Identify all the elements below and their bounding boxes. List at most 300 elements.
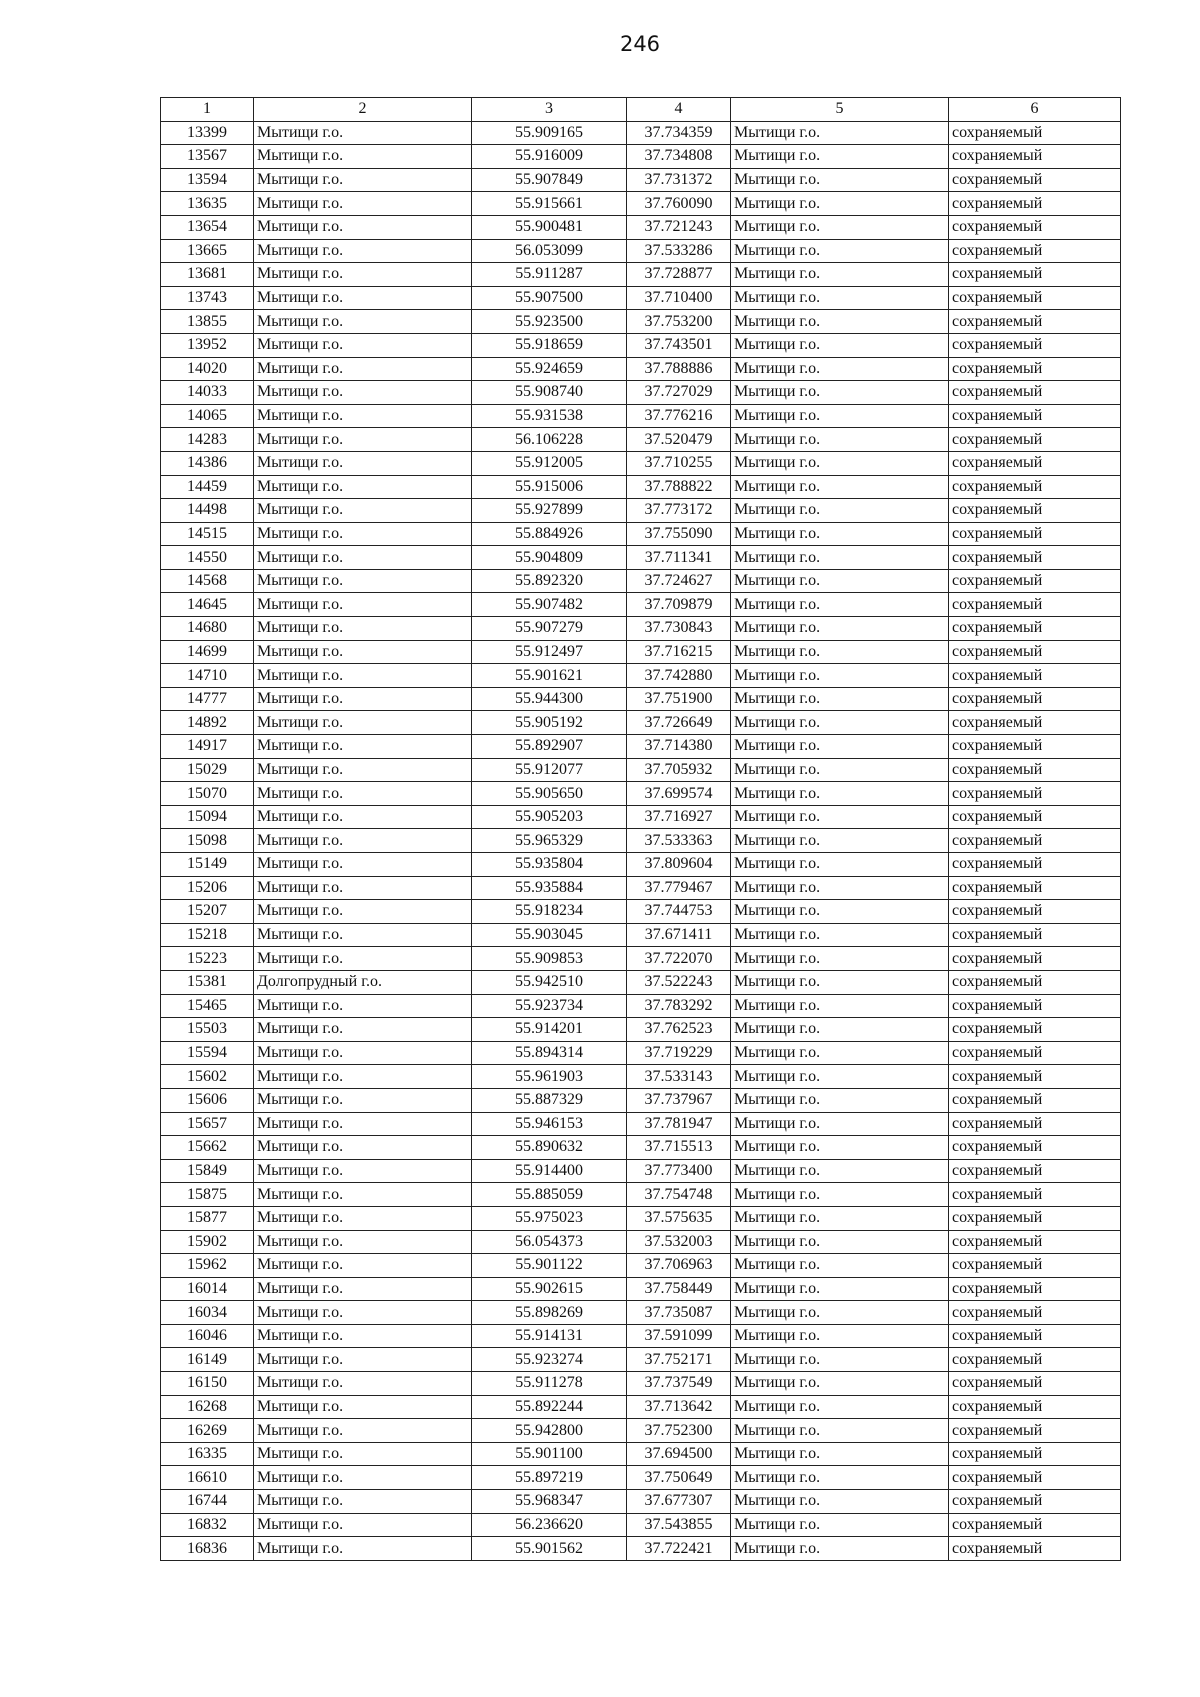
status-cell: сохраняемый: [949, 1395, 1121, 1419]
table-row: [161, 263, 1121, 287]
municipality-cell: Мытищи г.о.: [731, 923, 949, 947]
municipality-cell: Мытищи г.о.: [731, 1419, 949, 1443]
latitude-cell: 55.892244: [472, 1395, 627, 1419]
latitude-cell: 55.968347: [472, 1490, 627, 1514]
status-cell: сохраняемый: [949, 687, 1121, 711]
municipality-cell: Мытищи г.о.: [731, 1041, 949, 1065]
row-id-cell: 14459: [161, 475, 254, 499]
status-cell: сохраняемый: [949, 215, 1121, 239]
longitude-cell: 37.705932: [627, 758, 731, 782]
municipality-cell: Мытищи г.о.: [731, 617, 949, 641]
municipality-cell: Мытищи г.о.: [731, 499, 949, 523]
district-cell: Мытищи г.о.: [254, 947, 472, 971]
status-cell: сохраняемый: [949, 286, 1121, 310]
longitude-cell: 37.734359: [627, 121, 731, 145]
table-row: [161, 310, 1121, 334]
table-row: [161, 805, 1121, 829]
latitude-cell: 55.923500: [472, 310, 627, 334]
latitude-cell: 55.907279: [472, 617, 627, 641]
table-row: [161, 475, 1121, 499]
status-cell: сохраняемый: [949, 1324, 1121, 1348]
latitude-cell: 55.944300: [472, 687, 627, 711]
longitude-cell: 37.706963: [627, 1254, 731, 1278]
row-id-cell: 16269: [161, 1419, 254, 1443]
latitude-cell: 55.901122: [472, 1254, 627, 1278]
longitude-cell: 37.758449: [627, 1277, 731, 1301]
row-id-cell: 15223: [161, 947, 254, 971]
municipality-cell: Мытищи г.о.: [731, 687, 949, 711]
table-row: [161, 404, 1121, 428]
municipality-cell: Мытищи г.о.: [731, 711, 949, 735]
latitude-cell: 55.901100: [472, 1442, 627, 1466]
district-cell: Мытищи г.о.: [254, 829, 472, 853]
longitude-cell: 37.783292: [627, 994, 731, 1018]
latitude-cell: 55.975023: [472, 1206, 627, 1230]
row-id-cell: 14065: [161, 404, 254, 428]
district-cell: Мытищи г.о.: [254, 1159, 472, 1183]
latitude-cell: 55.961903: [472, 1065, 627, 1089]
row-id-cell: 14699: [161, 640, 254, 664]
status-cell: сохраняемый: [949, 829, 1121, 853]
status-cell: сохраняемый: [949, 451, 1121, 475]
latitude-cell: 55.914131: [472, 1324, 627, 1348]
municipality-cell: Мытищи г.о.: [731, 829, 949, 853]
status-cell: сохраняемый: [949, 1159, 1121, 1183]
district-cell: Мытищи г.о.: [254, 1065, 472, 1089]
row-id-cell: 14515: [161, 522, 254, 546]
row-id-cell: 13681: [161, 263, 254, 287]
district-cell: Мытищи г.о.: [254, 428, 472, 452]
longitude-cell: 37.755090: [627, 522, 731, 546]
status-cell: сохраняемый: [949, 428, 1121, 452]
latitude-cell: 55.908740: [472, 381, 627, 405]
table-row: [161, 168, 1121, 192]
status-cell: сохраняемый: [949, 853, 1121, 877]
longitude-cell: 37.716215: [627, 640, 731, 664]
municipality-cell: Мытищи г.о.: [731, 900, 949, 924]
table-row: [161, 121, 1121, 145]
status-cell: сохраняемый: [949, 404, 1121, 428]
longitude-cell: 37.533143: [627, 1065, 731, 1089]
municipality-cell: Мытищи г.о.: [731, 522, 949, 546]
status-cell: сохраняемый: [949, 1277, 1121, 1301]
municipality-cell: Мытищи г.о.: [731, 640, 949, 664]
table-row: [161, 1041, 1121, 1065]
row-id-cell: 14020: [161, 357, 254, 381]
longitude-cell: 37.750649: [627, 1466, 731, 1490]
district-cell: Мытищи г.о.: [254, 239, 472, 263]
latitude-cell: 56.053099: [472, 239, 627, 263]
row-id-cell: 14917: [161, 735, 254, 759]
district-cell: Мытищи г.о.: [254, 1018, 472, 1042]
longitude-cell: 37.809604: [627, 853, 731, 877]
latitude-cell: 55.912497: [472, 640, 627, 664]
row-id-cell: 16014: [161, 1277, 254, 1301]
latitude-cell: 55.923734: [472, 994, 627, 1018]
table-row: [161, 900, 1121, 924]
district-cell: Мытищи г.о.: [254, 711, 472, 735]
district-cell: Мытищи г.о.: [254, 805, 472, 829]
longitude-cell: 37.721243: [627, 215, 731, 239]
latitude-cell: 55.935884: [472, 876, 627, 900]
status-cell: сохраняемый: [949, 1018, 1121, 1042]
district-cell: Мытищи г.о.: [254, 1490, 472, 1514]
latitude-cell: 55.898269: [472, 1301, 627, 1325]
status-cell: сохраняемый: [949, 900, 1121, 924]
row-id-cell: 15381: [161, 970, 254, 994]
status-cell: сохраняемый: [949, 1112, 1121, 1136]
row-id-cell: 13399: [161, 121, 254, 145]
municipality-cell: Мытищи г.о.: [731, 475, 949, 499]
table-row: [161, 192, 1121, 216]
row-id-cell: 14777: [161, 687, 254, 711]
row-id-cell: 13567: [161, 145, 254, 169]
table-row: [161, 499, 1121, 523]
row-id-cell: 15594: [161, 1041, 254, 1065]
district-cell: Мытищи г.о.: [254, 1301, 472, 1325]
municipality-cell: Мытищи г.о.: [731, 428, 949, 452]
latitude-cell: 55.942510: [472, 970, 627, 994]
table-row: [161, 1513, 1121, 1537]
latitude-cell: 55.907482: [472, 593, 627, 617]
district-cell: Мытищи г.о.: [254, 735, 472, 759]
district-cell: Мытищи г.о.: [254, 640, 472, 664]
longitude-cell: 37.532003: [627, 1230, 731, 1254]
row-id-cell: 15602: [161, 1065, 254, 1089]
municipality-cell: Мытищи г.о.: [731, 192, 949, 216]
district-cell: Мытищи г.о.: [254, 1348, 472, 1372]
longitude-cell: 37.715513: [627, 1136, 731, 1160]
table-header-row: [161, 98, 1121, 122]
longitude-cell: 37.719229: [627, 1041, 731, 1065]
status-cell: сохраняемый: [949, 593, 1121, 617]
table-row: [161, 1230, 1121, 1254]
table-row: [161, 451, 1121, 475]
row-id-cell: 14892: [161, 711, 254, 735]
municipality-cell: Мытищи г.о.: [731, 782, 949, 806]
municipality-cell: Мытищи г.о.: [731, 333, 949, 357]
table-row: [161, 1088, 1121, 1112]
table-row: [161, 640, 1121, 664]
status-cell: сохраняемый: [949, 994, 1121, 1018]
latitude-cell: 55.907500: [472, 286, 627, 310]
status-cell: сохраняемый: [949, 735, 1121, 759]
latitude-cell: 55.905650: [472, 782, 627, 806]
latitude-cell: 55.884926: [472, 522, 627, 546]
municipality-cell: Мытищи г.о.: [731, 1230, 949, 1254]
latitude-cell: 55.914201: [472, 1018, 627, 1042]
row-id-cell: 16335: [161, 1442, 254, 1466]
table-row: [161, 1537, 1121, 1561]
district-cell: Мытищи г.о.: [254, 617, 472, 641]
status-cell: сохраняемый: [949, 782, 1121, 806]
row-id-cell: 15149: [161, 853, 254, 877]
district-cell: Мытищи г.о.: [254, 121, 472, 145]
longitude-cell: 37.737549: [627, 1372, 731, 1396]
municipality-cell: Мытищи г.о.: [731, 1466, 949, 1490]
row-id-cell: 16149: [161, 1348, 254, 1372]
row-id-cell: 14386: [161, 451, 254, 475]
table-row: [161, 1254, 1121, 1278]
latitude-cell: 56.054373: [472, 1230, 627, 1254]
row-id-cell: 16046: [161, 1324, 254, 1348]
status-cell: сохраняемый: [949, 664, 1121, 688]
longitude-cell: 37.711341: [627, 546, 731, 570]
row-id-cell: 15849: [161, 1159, 254, 1183]
district-cell: Мытищи г.о.: [254, 569, 472, 593]
longitude-cell: 37.575635: [627, 1206, 731, 1230]
district-cell: Долгопрудный г.о.: [254, 970, 472, 994]
municipality-cell: Мытищи г.о.: [731, 546, 949, 570]
table-row: [161, 145, 1121, 169]
table-row: [161, 711, 1121, 735]
row-id-cell: 15503: [161, 1018, 254, 1042]
table-row: [161, 782, 1121, 806]
latitude-cell: 55.903045: [472, 923, 627, 947]
municipality-cell: Мытищи г.о.: [731, 994, 949, 1018]
status-cell: сохраняемый: [949, 1372, 1121, 1396]
latitude-cell: 55.885059: [472, 1183, 627, 1207]
status-cell: сохраняемый: [949, 1419, 1121, 1443]
latitude-cell: 55.911287: [472, 263, 627, 287]
row-id-cell: 15207: [161, 900, 254, 924]
data-table-container: [160, 97, 1120, 1561]
row-id-cell: 16836: [161, 1537, 254, 1561]
longitude-cell: 37.734808: [627, 145, 731, 169]
district-cell: Мытищи г.о.: [254, 1230, 472, 1254]
longitude-cell: 37.694500: [627, 1442, 731, 1466]
latitude-cell: 55.924659: [472, 357, 627, 381]
latitude-cell: 55.900481: [472, 215, 627, 239]
district-cell: Мытищи г.о.: [254, 1112, 472, 1136]
table-row: [161, 1136, 1121, 1160]
municipality-cell: Мытищи г.о.: [731, 1136, 949, 1160]
longitude-cell: 37.713642: [627, 1395, 731, 1419]
district-cell: Мытищи г.о.: [254, 145, 472, 169]
district-cell: Мытищи г.о.: [254, 357, 472, 381]
longitude-cell: 37.776216: [627, 404, 731, 428]
latitude-cell: 55.912077: [472, 758, 627, 782]
district-cell: Мытищи г.о.: [254, 381, 472, 405]
table-row: [161, 1324, 1121, 1348]
status-cell: сохраняемый: [949, 1513, 1121, 1537]
row-id-cell: 16744: [161, 1490, 254, 1514]
table-row: [161, 215, 1121, 239]
table-row: [161, 357, 1121, 381]
latitude-cell: 55.909165: [472, 121, 627, 145]
status-cell: сохраняемый: [949, 1183, 1121, 1207]
table-row: [161, 1442, 1121, 1466]
status-cell: сохраняемый: [949, 1466, 1121, 1490]
municipality-cell: Мытищи г.о.: [731, 145, 949, 169]
latitude-cell: 55.904809: [472, 546, 627, 570]
longitude-cell: 37.671411: [627, 923, 731, 947]
row-id-cell: 13635: [161, 192, 254, 216]
row-id-cell: 14498: [161, 499, 254, 523]
district-cell: Мытищи г.о.: [254, 263, 472, 287]
municipality-cell: Мытищи г.о.: [731, 1112, 949, 1136]
longitude-cell: 37.730843: [627, 617, 731, 641]
municipality-cell: Мытищи г.о.: [731, 1301, 949, 1325]
latitude-cell: 55.890632: [472, 1136, 627, 1160]
longitude-cell: 37.773172: [627, 499, 731, 523]
longitude-cell: 37.735087: [627, 1301, 731, 1325]
longitude-cell: 37.727029: [627, 381, 731, 405]
longitude-cell: 37.716927: [627, 805, 731, 829]
table-row: [161, 428, 1121, 452]
municipality-cell: Мытищи г.о.: [731, 263, 949, 287]
latitude-cell: 55.931538: [472, 404, 627, 428]
table-row: [161, 1277, 1121, 1301]
latitude-cell: 56.106228: [472, 428, 627, 452]
row-id-cell: 15657: [161, 1112, 254, 1136]
municipality-cell: Мытищи г.о.: [731, 758, 949, 782]
row-id-cell: 15877: [161, 1206, 254, 1230]
latitude-cell: 55.911278: [472, 1372, 627, 1396]
table-row: [161, 1490, 1121, 1514]
longitude-cell: 37.520479: [627, 428, 731, 452]
latitude-cell: 55.916009: [472, 145, 627, 169]
longitude-cell: 37.744753: [627, 900, 731, 924]
table-row: [161, 1112, 1121, 1136]
latitude-cell: 55.918234: [472, 900, 627, 924]
longitude-cell: 37.533286: [627, 239, 731, 263]
longitude-cell: 37.752171: [627, 1348, 731, 1372]
longitude-cell: 37.752300: [627, 1419, 731, 1443]
table-row: [161, 853, 1121, 877]
district-cell: Мытищи г.о.: [254, 1254, 472, 1278]
row-id-cell: 13594: [161, 168, 254, 192]
data-table: [160, 97, 1121, 1561]
latitude-cell: 55.902615: [472, 1277, 627, 1301]
district-cell: Мытищи г.о.: [254, 1442, 472, 1466]
municipality-cell: Мытищи г.о.: [731, 876, 949, 900]
longitude-cell: 37.699574: [627, 782, 731, 806]
district-cell: Мытищи г.о.: [254, 994, 472, 1018]
table-body: [161, 121, 1121, 1560]
longitude-cell: 37.543855: [627, 1513, 731, 1537]
district-cell: Мытищи г.о.: [254, 1324, 472, 1348]
district-cell: Мытищи г.о.: [254, 664, 472, 688]
row-id-cell: 16034: [161, 1301, 254, 1325]
latitude-cell: 55.918659: [472, 333, 627, 357]
table-row: [161, 546, 1121, 570]
district-cell: Мытищи г.о.: [254, 451, 472, 475]
municipality-cell: Мытищи г.о.: [731, 664, 949, 688]
table-row: [161, 239, 1121, 263]
district-cell: Мытищи г.о.: [254, 404, 472, 428]
district-cell: Мытищи г.о.: [254, 1466, 472, 1490]
latitude-cell: 55.892907: [472, 735, 627, 759]
latitude-cell: 55.897219: [472, 1466, 627, 1490]
status-cell: сохраняемый: [949, 1442, 1121, 1466]
district-cell: Мытищи г.о.: [254, 522, 472, 546]
status-cell: сохраняемый: [949, 1041, 1121, 1065]
district-cell: Мытищи г.о.: [254, 1088, 472, 1112]
municipality-cell: Мытищи г.о.: [731, 1537, 949, 1561]
latitude-cell: 55.965329: [472, 829, 627, 853]
table-row: [161, 923, 1121, 947]
row-id-cell: 15962: [161, 1254, 254, 1278]
latitude-cell: 56.236620: [472, 1513, 627, 1537]
municipality-cell: Мытищи г.о.: [731, 805, 949, 829]
table-row: [161, 593, 1121, 617]
district-cell: Мытищи г.о.: [254, 310, 472, 334]
municipality-cell: Мытищи г.о.: [731, 1372, 949, 1396]
table-row: [161, 1301, 1121, 1325]
latitude-cell: 55.946153: [472, 1112, 627, 1136]
municipality-cell: Мытищи г.о.: [731, 1065, 949, 1089]
longitude-cell: 37.760090: [627, 192, 731, 216]
column-header: 6: [949, 98, 1121, 122]
longitude-cell: 37.773400: [627, 1159, 731, 1183]
longitude-cell: 37.722070: [627, 947, 731, 971]
table-row: [161, 1395, 1121, 1419]
status-cell: сохраняемый: [949, 711, 1121, 735]
longitude-cell: 37.779467: [627, 876, 731, 900]
table-row: [161, 1159, 1121, 1183]
district-cell: Мытищи г.о.: [254, 286, 472, 310]
latitude-cell: 55.942800: [472, 1419, 627, 1443]
table-row: [161, 1348, 1121, 1372]
status-cell: сохраняемый: [949, 947, 1121, 971]
longitude-cell: 37.714380: [627, 735, 731, 759]
status-cell: сохраняемый: [949, 1206, 1121, 1230]
district-cell: Мытищи г.о.: [254, 192, 472, 216]
row-id-cell: 14550: [161, 546, 254, 570]
row-id-cell: 16150: [161, 1372, 254, 1396]
table-row: [161, 333, 1121, 357]
municipality-cell: Мытищи г.о.: [731, 1206, 949, 1230]
longitude-cell: 37.731372: [627, 168, 731, 192]
municipality-cell: Мытищи г.о.: [731, 239, 949, 263]
municipality-cell: Мытищи г.о.: [731, 357, 949, 381]
latitude-cell: 55.915006: [472, 475, 627, 499]
page-number: 246: [619, 32, 661, 56]
latitude-cell: 55.915661: [472, 192, 627, 216]
municipality-cell: Мытищи г.о.: [731, 1513, 949, 1537]
status-cell: сохраняемый: [949, 333, 1121, 357]
longitude-cell: 37.788886: [627, 357, 731, 381]
table-row: [161, 970, 1121, 994]
longitude-cell: 37.591099: [627, 1324, 731, 1348]
status-cell: сохраняемый: [949, 758, 1121, 782]
status-cell: сохраняемый: [949, 970, 1121, 994]
status-cell: сохраняемый: [949, 1254, 1121, 1278]
longitude-cell: 37.709879: [627, 593, 731, 617]
status-cell: сохраняемый: [949, 168, 1121, 192]
status-cell: сохраняемый: [949, 145, 1121, 169]
status-cell: сохраняемый: [949, 617, 1121, 641]
district-cell: Мытищи г.о.: [254, 215, 472, 239]
row-id-cell: 14680: [161, 617, 254, 641]
municipality-cell: Мытищи г.о.: [731, 947, 949, 971]
table-row: [161, 1183, 1121, 1207]
municipality-cell: Мытищи г.о.: [731, 1018, 949, 1042]
municipality-cell: Мытищи г.о.: [731, 1395, 949, 1419]
district-cell: Мытищи г.о.: [254, 475, 472, 499]
status-cell: сохраняемый: [949, 546, 1121, 570]
table-row: [161, 876, 1121, 900]
row-id-cell: 14710: [161, 664, 254, 688]
table-row: [161, 1206, 1121, 1230]
latitude-cell: 55.907849: [472, 168, 627, 192]
longitude-cell: 37.742880: [627, 664, 731, 688]
municipality-cell: Мытищи г.о.: [731, 1159, 949, 1183]
column-header: 5: [731, 98, 949, 122]
row-id-cell: 15875: [161, 1183, 254, 1207]
latitude-cell: 55.909853: [472, 947, 627, 971]
